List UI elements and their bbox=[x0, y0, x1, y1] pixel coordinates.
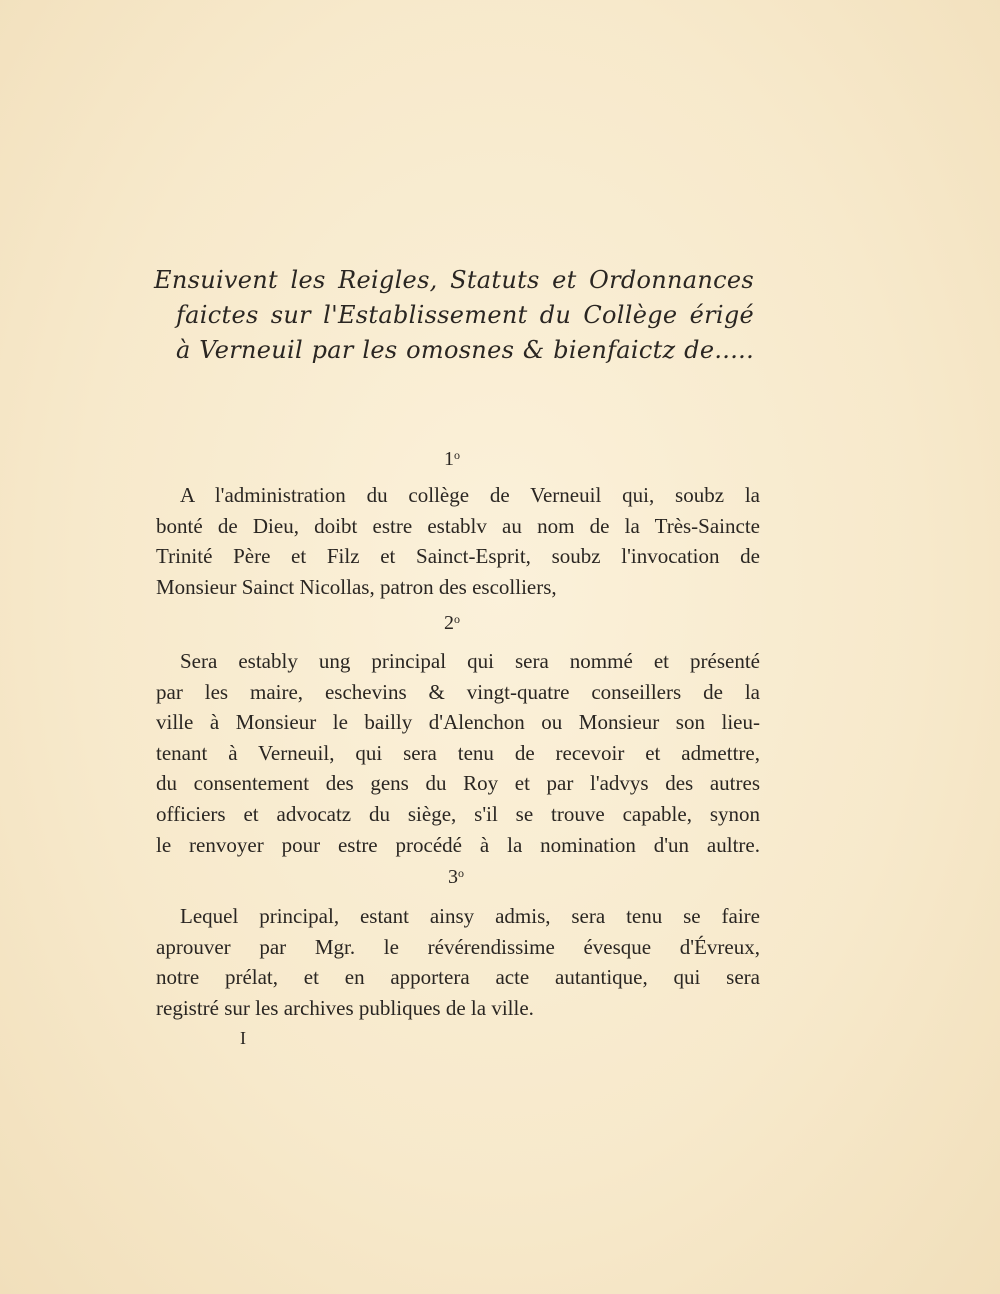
section-1-paragraph bbox=[156, 480, 760, 602]
section-1-line: Trinité Père et Filz et Sainct-Esprit, soubz l'invocation de bbox=[156, 544, 760, 569]
section-1-line: bonté de Dieu, doibt estre establv au nom de la Très-Saincte bbox=[156, 513, 760, 538]
section-1-line: A l'administration du collège de Verneuil qui, soubz la bbox=[180, 483, 760, 507]
section-number-3: 3$^o$ bbox=[448, 866, 464, 888]
section-3-line: aprouver par Mgr. le révérendissime évesque d'Évreux, bbox=[156, 934, 760, 959]
section-3-line: Lequel principal, estant ainsy admis, sera tenu se faire bbox=[180, 904, 760, 928]
document-heading bbox=[150, 263, 770, 368]
heading-line-3: à Verneuil par les omosnes & bienfaictz de..... bbox=[176, 336, 754, 364]
section-2-line: le renvoyer pour estre procédé à la nomination d'un aultre. bbox=[156, 832, 760, 857]
heading-line-1: Ensuivent les Reigles, Statuts et Ordonnances bbox=[154, 266, 754, 294]
section-2-line: par les maire, eschevins & vingt-quatre conseillers de la bbox=[156, 679, 760, 704]
section-1-line: Monsieur Sainct Nicollas, patron des escolliers, bbox=[156, 574, 557, 599]
section-2-line: ville à Monsieur le bailly d'Alenchon ou Monsieur son lieu- bbox=[156, 710, 760, 735]
section-number-2: 2$^o$ bbox=[444, 612, 460, 634]
folio-signature: I bbox=[240, 1028, 246, 1048]
section-2-line: officiers et advocatz du siège, s'il se trouve capable, synon bbox=[156, 801, 760, 826]
section-2-line: Sera estably ung principal qui sera nommé et présenté bbox=[180, 649, 760, 673]
section-3-line: registré sur les archives publiques de la ville. bbox=[156, 995, 534, 1020]
heading-line-2: faictes sur l'Establissement du Collège érigé bbox=[176, 301, 754, 329]
section-3-line: notre prélat, et en apportera acte autantique, qui sera bbox=[156, 965, 760, 990]
section-2-paragraph bbox=[156, 646, 760, 860]
section-2-line: du consentement des gens du Roy et par l'advys des autres bbox=[156, 771, 760, 796]
section-2-line: tenant à Verneuil, qui sera tenu de recevoir et admettre, bbox=[156, 740, 760, 765]
section-number-1: 1$^o$ bbox=[444, 448, 460, 470]
section-3-paragraph bbox=[156, 901, 760, 1023]
